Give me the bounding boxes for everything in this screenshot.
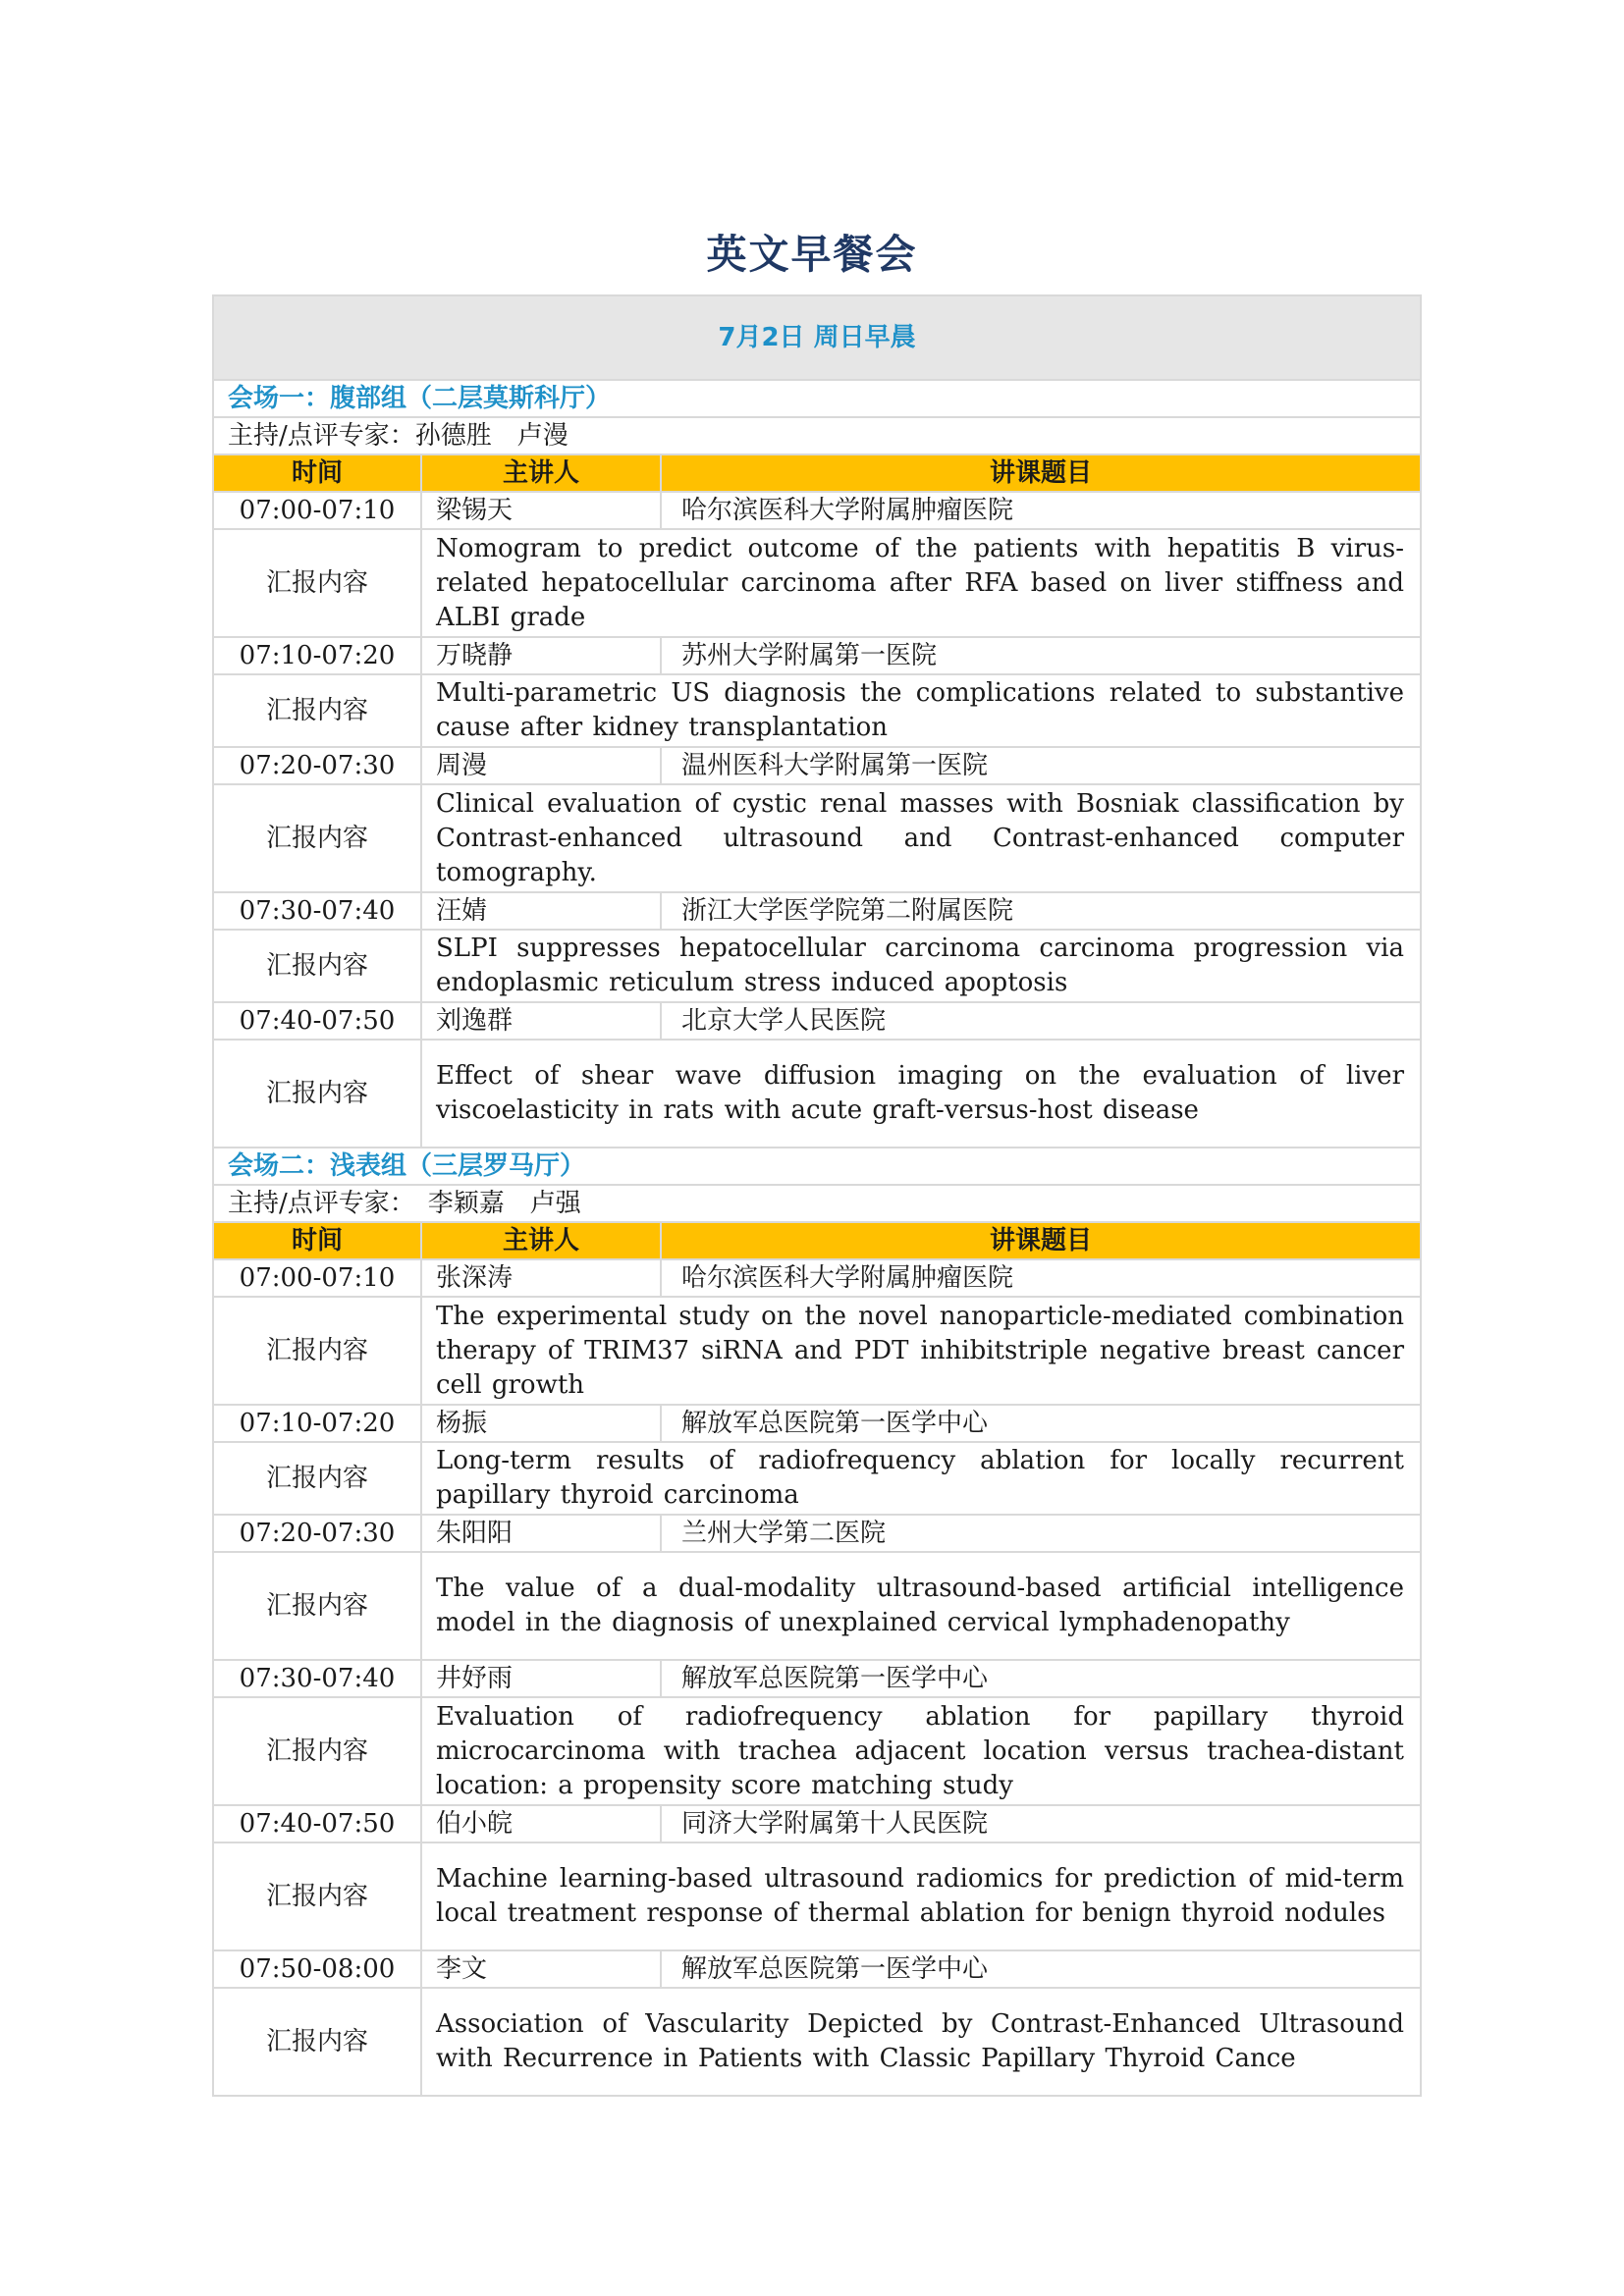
talk-time: 07:30-07:40	[213, 892, 421, 930]
talk-row	[213, 1259, 1421, 1297]
speaker-name: 刘逸群	[421, 1002, 661, 1040]
speaker-name: 梁锡天	[421, 492, 661, 529]
column-header-speaker: 主讲人	[421, 454, 661, 492]
talk-title: SLPI suppresses hepatocellular carcinoma carcinoma progression via endoplasmic reticulum stress induced apoptosis	[421, 930, 1421, 1002]
day-header-row	[213, 295, 1421, 380]
speaker-name: 张深涛	[421, 1259, 661, 1297]
speaker-institution: 解放军总医院第一医学中心	[661, 1405, 1421, 1442]
talk-content-row	[213, 1442, 1421, 1515]
talk-time: 07:40-07:50	[213, 1805, 421, 1842]
content-label: 汇报内容	[213, 784, 421, 892]
column-header-row	[213, 1222, 1421, 1259]
content-label: 汇报内容	[213, 674, 421, 747]
schedule-table	[212, 294, 1422, 2097]
talk-time: 07:00-07:10	[213, 492, 421, 529]
content-label: 汇报内容	[213, 1552, 421, 1660]
column-header-time: 时间	[213, 454, 421, 492]
content-label: 汇报内容	[213, 1842, 421, 1950]
talk-content-row	[213, 930, 1421, 1002]
talk-time: 07:00-07:10	[213, 1259, 421, 1297]
column-header-topic: 讲课题目	[661, 454, 1421, 492]
talk-content-row	[213, 1297, 1421, 1405]
talk-content-row	[213, 1040, 1421, 1148]
day-header: 7月2日 周日早晨	[213, 295, 1421, 380]
speaker-name: 伯小皖	[421, 1805, 661, 1842]
talk-row	[213, 1515, 1421, 1552]
venue-title: 会场二：浅表组（三层罗马厅）	[213, 1148, 1421, 1185]
speaker-institution: 同济大学附属第十人民医院	[661, 1805, 1421, 1842]
venue-row	[213, 1148, 1421, 1185]
talk-title: Multi-parametric US diagnosis the complications related to substantive cause after kidney transplantation	[421, 674, 1421, 747]
talk-row	[213, 492, 1421, 529]
content-label: 汇报内容	[213, 1442, 421, 1515]
talk-title: Evaluation of radiofrequency ablation for papillary thyroid microcarcinoma with trachea adjacent location versus trachea-distant location: a propensity score matching study	[421, 1697, 1421, 1805]
talk-row	[213, 747, 1421, 784]
talk-title: Effect of shear wave diffusion imaging on the evaluation of liver viscoelasticity in rats with acute graft-versus-host disease	[421, 1040, 1421, 1148]
speaker-institution: 温州医科大学附属第一医院	[661, 747, 1421, 784]
speaker-name: 井妤雨	[421, 1660, 661, 1697]
content-label: 汇报内容	[213, 1297, 421, 1405]
talk-row	[213, 1805, 1421, 1842]
column-header-row	[213, 454, 1421, 492]
content-label: 汇报内容	[213, 1040, 421, 1148]
speaker-institution: 解放军总医院第一医学中心	[661, 1660, 1421, 1697]
talk-row	[213, 1950, 1421, 1988]
content-label: 汇报内容	[213, 930, 421, 1002]
talk-row	[213, 892, 1421, 930]
content-label: 汇报内容	[213, 1697, 421, 1805]
speaker-institution: 北京大学人民医院	[661, 1002, 1421, 1040]
talk-content-row	[213, 1697, 1421, 1805]
talk-content-row	[213, 784, 1421, 892]
speaker-institution: 解放军总医院第一医学中心	[661, 1950, 1421, 1988]
speaker-name: 李文	[421, 1950, 661, 1988]
page-title: 英文早餐会	[706, 231, 918, 278]
talk-title: Long-term results of radiofrequency ablation for locally recurrent papillary thyroid carcinoma	[421, 1442, 1421, 1515]
talk-title: Machine learning-based ultrasound radiomics for prediction of mid-term local treatment response of thermal ablation for benign thyroid nodules	[421, 1842, 1421, 1950]
venue-title: 会场一：腹部组（二层莫斯科厅）	[213, 380, 1421, 417]
column-header-speaker: 主讲人	[421, 1222, 661, 1259]
speaker-institution: 哈尔滨医科大学附属肿瘤医院	[661, 492, 1421, 529]
content-label: 汇报内容	[213, 529, 421, 637]
talk-time: 07:30-07:40	[213, 1660, 421, 1697]
host-experts: 主持/点评专家： 李颖嘉 卢强	[213, 1185, 1421, 1222]
speaker-institution: 兰州大学第二医院	[661, 1515, 1421, 1552]
host-row	[213, 1185, 1421, 1222]
venue-row	[213, 380, 1421, 417]
talk-time: 07:20-07:30	[213, 1515, 421, 1552]
talk-row	[213, 1660, 1421, 1697]
host-row	[213, 417, 1421, 454]
talk-title: The experimental study on the novel nanoparticle-mediated combination therapy of TRIM37 siRNA and PDT inhibitstriple negative breast cancer cell growth	[421, 1297, 1421, 1405]
talk-content-row	[213, 1988, 1421, 2096]
talk-row	[213, 1405, 1421, 1442]
schedule-body	[213, 295, 1421, 2096]
talk-title: The value of a dual-modality ultrasound-based artificial intelligence model in the diagnosis of unexplained cervical lymphadenopathy	[421, 1552, 1421, 1660]
talk-title: Clinical evaluation of cystic renal masses with Bosniak classification by Contrast-enhanced ultrasound and Contrast-enhanced computer tomography.	[421, 784, 1421, 892]
speaker-name: 万晓静	[421, 637, 661, 674]
talk-row	[213, 637, 1421, 674]
talk-time: 07:50-08:00	[213, 1950, 421, 1988]
talk-title: Nomogram to predict outcome of the patients with hepatitis B virus-related hepatocellular carcinoma after RFA based on liver stiffness and ALBI grade	[421, 529, 1421, 637]
talk-title: Association of Vascularity Depicted by Contrast-Enhanced Ultrasound with Recurrence in Patients with Classic Papillary Thyroid Cance	[421, 1988, 1421, 2096]
speaker-institution: 苏州大学附属第一医院	[661, 637, 1421, 674]
talk-content-row	[213, 1552, 1421, 1660]
host-experts: 主持/点评专家：孙德胜 卢漫	[213, 417, 1421, 454]
speaker-name: 汪婧	[421, 892, 661, 930]
column-header-topic: 讲课题目	[661, 1222, 1421, 1259]
talk-time: 07:20-07:30	[213, 747, 421, 784]
talk-content-row	[213, 674, 1421, 747]
talk-time: 07:10-07:20	[213, 637, 421, 674]
talk-content-row	[213, 1842, 1421, 1950]
content-label: 汇报内容	[213, 1988, 421, 2096]
speaker-institution: 浙江大学医学院第二附属医院	[661, 892, 1421, 930]
talk-time: 07:10-07:20	[213, 1405, 421, 1442]
speaker-institution: 哈尔滨医科大学附属肿瘤医院	[661, 1259, 1421, 1297]
speaker-name: 朱阳阳	[421, 1515, 661, 1552]
talk-content-row	[213, 529, 1421, 637]
talk-time: 07:40-07:50	[213, 1002, 421, 1040]
talk-row	[213, 1002, 1421, 1040]
column-header-time: 时间	[213, 1222, 421, 1259]
speaker-name: 杨振	[421, 1405, 661, 1442]
speaker-name: 周漫	[421, 747, 661, 784]
